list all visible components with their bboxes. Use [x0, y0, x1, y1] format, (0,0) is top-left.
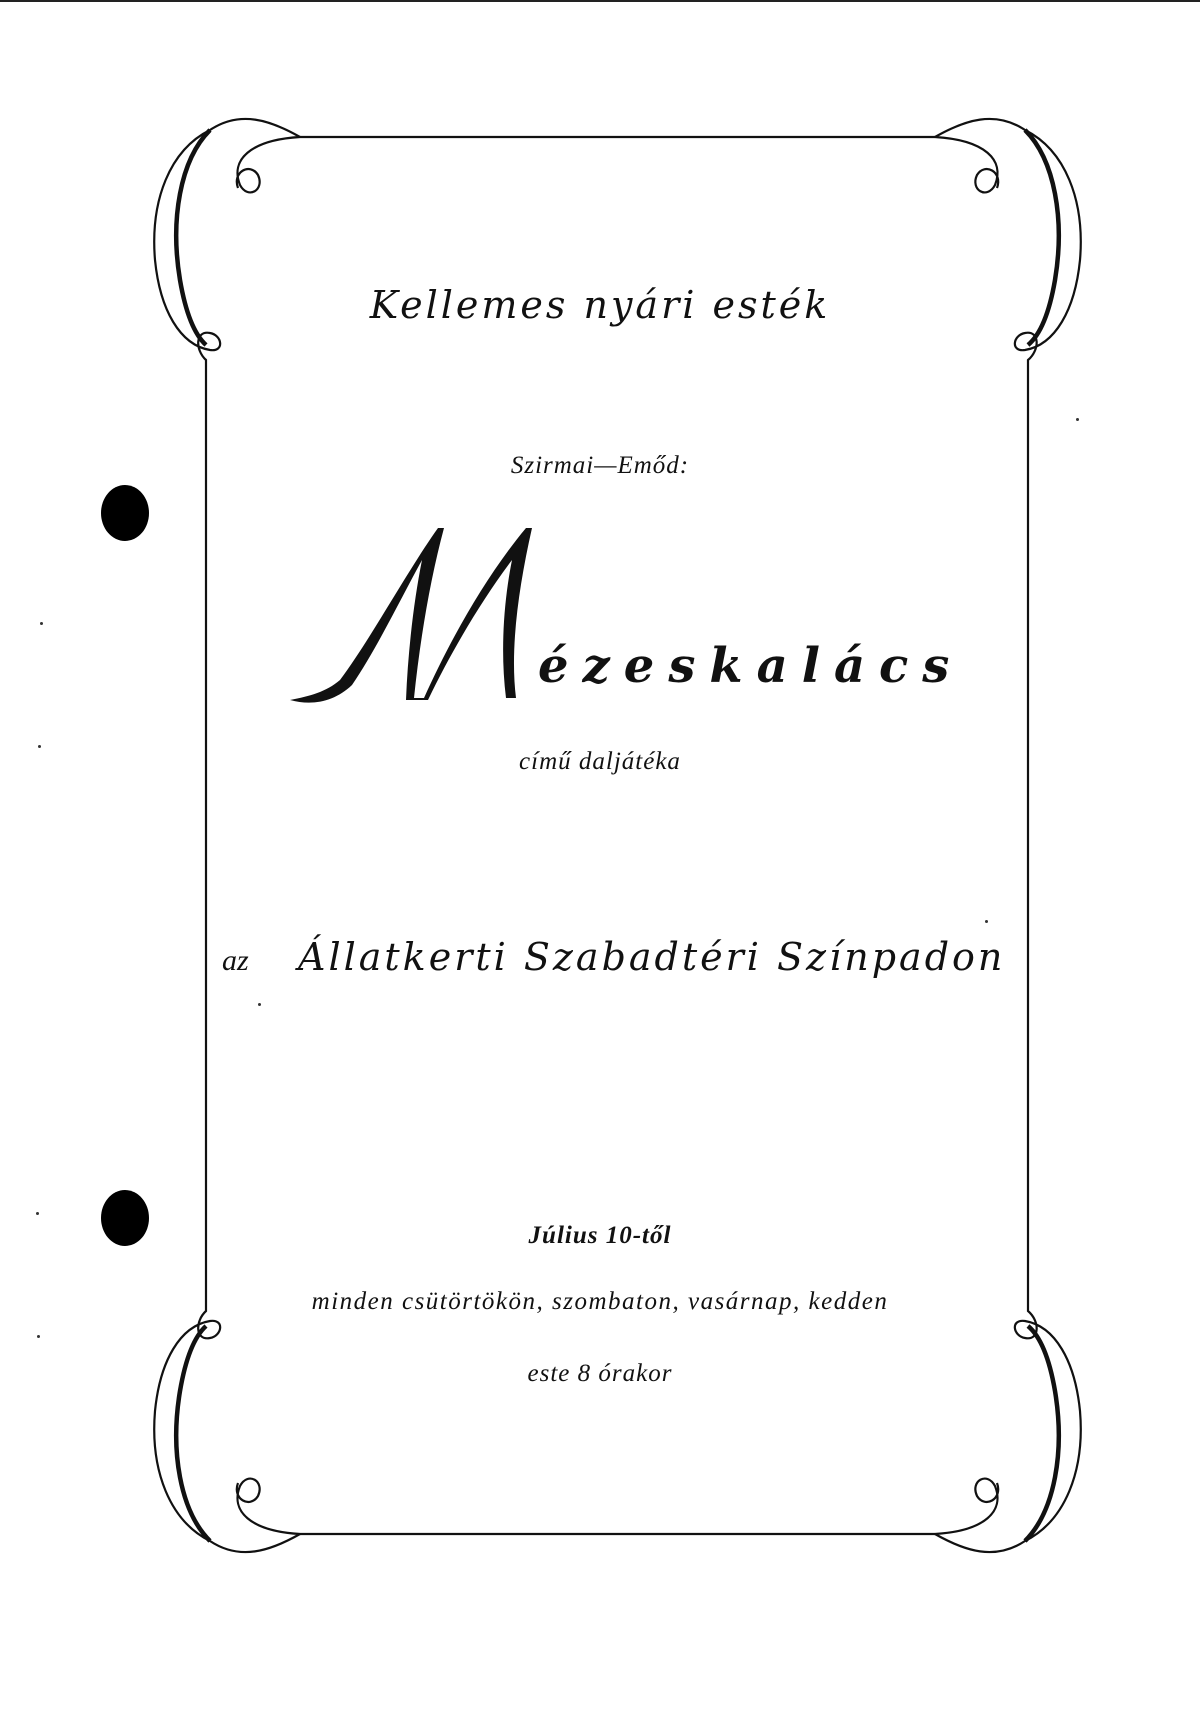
- tagline: Kellemes nyári esték: [369, 283, 831, 327]
- title-rest: ézeskalács: [538, 638, 964, 694]
- start-date: Július 10-től: [528, 1222, 672, 1249]
- venue: Állatkerti Szabadtéri Színpadon: [298, 935, 1006, 979]
- punch-hole-upper: [101, 485, 149, 541]
- title-initial-M: [290, 520, 550, 710]
- scan-speck: [985, 920, 988, 923]
- scan-speck: [40, 622, 43, 625]
- composer-credit: Szirmai—Emőd:: [510, 452, 690, 479]
- scan-speck: [1076, 418, 1079, 421]
- venue-prefix: az: [222, 944, 249, 977]
- scan-speck: [37, 1335, 40, 1338]
- performance-time: este 8 órakor: [527, 1360, 673, 1387]
- scan-speck: [258, 1003, 261, 1006]
- genre-line: című daljátéka: [519, 748, 681, 775]
- title: [290, 520, 990, 710]
- performance-days: minden csütörtökön, szombaton, vasárnap, kedden: [311, 1288, 889, 1315]
- scan-speck: [36, 1212, 39, 1215]
